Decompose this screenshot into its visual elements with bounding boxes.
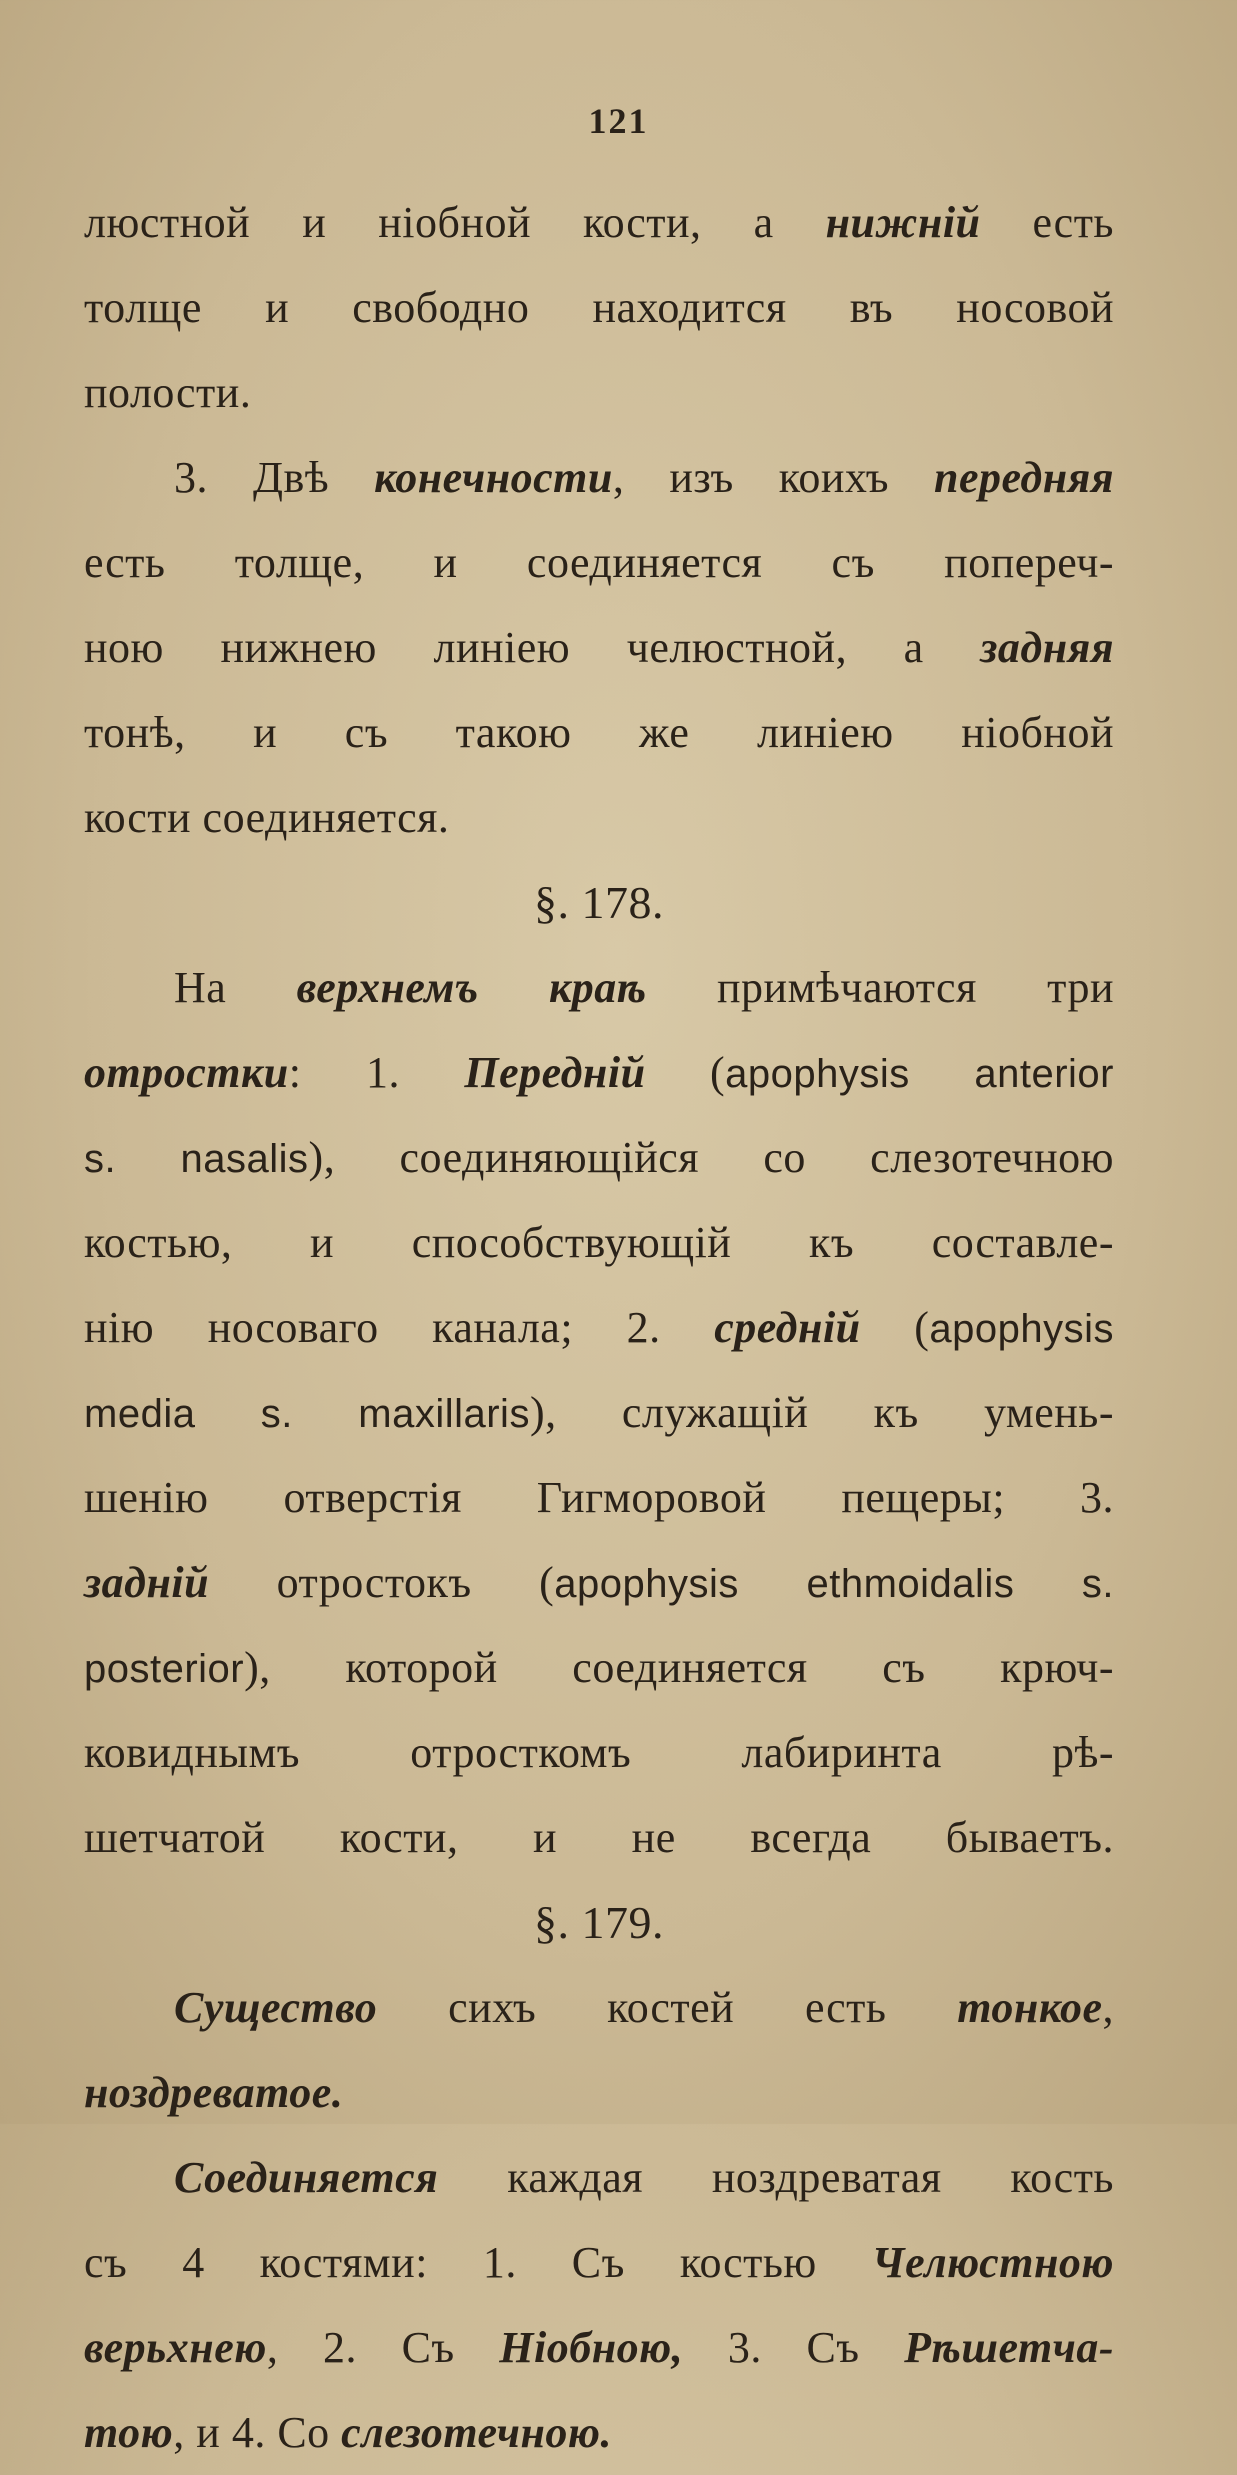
text-run: §. 179.: [534, 1897, 664, 1948]
italic-term: передняя: [933, 453, 1114, 502]
italic-term: Существо: [174, 1983, 378, 2032]
text-run: ), соединяющійся со слезотечною: [308, 1133, 1114, 1182]
text-run: люстной и ніобной кости, а: [84, 198, 826, 247]
text-run: сихъ костей есть: [377, 1983, 958, 2032]
text-run: нію носоваго канала; 2.: [84, 1303, 715, 1352]
text-run: : 1.: [288, 1048, 465, 1097]
text-line: [84, 1030, 1114, 1115]
page-number: 121: [588, 101, 649, 141]
section-heading: [84, 860, 1114, 945]
latin-term: apophysis: [929, 1307, 1114, 1351]
text-line: [84, 435, 1114, 520]
text-line: [84, 1965, 1114, 2050]
text-run: ною нижнею линіею челюстной, а: [84, 623, 981, 672]
italic-term: тонкое: [957, 1983, 1103, 2032]
italic-term: верхнемъ краѣ: [296, 963, 647, 1012]
italic-term: конечности: [374, 453, 613, 502]
text-run: есть толще, и соединяется съ попереч-: [84, 538, 1114, 587]
italic-term: Соединяется: [174, 2153, 439, 2202]
text-line: [84, 2135, 1114, 2220]
section-heading: [84, 1880, 1114, 1965]
text-line: [84, 2220, 1114, 2305]
italic-term: средній: [714, 1303, 861, 1352]
italic-term: тою: [84, 2408, 174, 2457]
italic-term: задняя: [980, 623, 1114, 672]
text-run: отростокъ (: [209, 1558, 555, 1607]
italic-term: отростки: [84, 1048, 289, 1097]
italic-term: задній: [84, 1558, 210, 1607]
text-run: ), служащій къ умень-: [529, 1388, 1115, 1437]
text-run: 3. Двѣ: [174, 453, 375, 502]
latin-term: apophysis anterior: [725, 1052, 1114, 1096]
text-run: полости.: [84, 368, 252, 417]
text-line: [84, 690, 1114, 775]
latin-term: s. nasalis: [84, 1137, 309, 1181]
italic-term: ноздреватое.: [84, 2068, 344, 2117]
text-line: [84, 180, 1114, 265]
text-run: каждая ноздреватая кость: [438, 2153, 1114, 2202]
text-run: костью, и способствующій къ составле-: [84, 1218, 1114, 1267]
text-line: [84, 2305, 1114, 2390]
text-line: [84, 1540, 1114, 1625]
text-run: (: [860, 1303, 930, 1352]
text-line: [84, 1455, 1114, 1540]
latin-term: apophysis ethmoidalis s.: [554, 1562, 1114, 1606]
text-run: кости соединяется.: [84, 793, 450, 842]
text-run: примѣчаются три: [646, 963, 1114, 1012]
italic-term: верьхнею: [84, 2323, 267, 2372]
text-run: съ 4 костями: 1. Съ костью: [84, 2238, 872, 2287]
text-run: На: [174, 963, 297, 1012]
italic-term: нижній: [825, 198, 981, 247]
text-line: [84, 2390, 1114, 2475]
text-line: [84, 350, 1114, 435]
italic-term: слезотечною.: [341, 2408, 613, 2457]
text-run: , изъ коихъ: [612, 453, 934, 502]
text-run: есть: [980, 198, 1114, 247]
text-line: [84, 265, 1114, 350]
text-run: шетчатой кости, и не всегда бываетъ.: [84, 1813, 1114, 1862]
text-line: [84, 520, 1114, 605]
text-run: тонѣ, и съ такою же линіею ніобной: [84, 708, 1114, 757]
text-line: [84, 1285, 1114, 1370]
text-line: [84, 605, 1114, 690]
text-line: [84, 1795, 1114, 1880]
latin-term: media s. maxillaris: [84, 1392, 530, 1436]
text-line: [84, 775, 1114, 860]
italic-term: Передній: [464, 1048, 646, 1097]
text-line: [84, 945, 1114, 1030]
text-run: , 2. Съ: [266, 2323, 500, 2372]
text-run: 3. Съ: [683, 2323, 905, 2372]
text-run: (: [645, 1048, 726, 1097]
italic-term: Рѣшетча-: [904, 2323, 1114, 2372]
text-line: [84, 2050, 1114, 2135]
text-run: §. 178.: [534, 877, 664, 928]
text-line: [84, 1710, 1114, 1795]
text-line: [84, 1200, 1114, 1285]
body-text: [84, 180, 1114, 2475]
text-line: [84, 1115, 1114, 1200]
italic-term: Челюстною: [871, 2238, 1114, 2287]
text-run: ковиднымъ отросткомъ лабиринта рѣ-: [84, 1728, 1114, 1777]
text-line: [84, 1625, 1114, 1710]
text-line: [84, 1370, 1114, 1455]
text-run: , и 4. Со: [173, 2408, 342, 2457]
latin-term: posterior: [84, 1647, 245, 1691]
italic-term: Ніобною,: [499, 2323, 684, 2372]
text-run: шенію отверстія Гигморовой пещеры; 3.: [84, 1473, 1114, 1522]
text-run: толще и свободно находится въ носовой: [84, 283, 1114, 332]
text-run: ), которой соединяется съ крюч-: [244, 1643, 1114, 1692]
text-run: ,: [1102, 1983, 1114, 2032]
